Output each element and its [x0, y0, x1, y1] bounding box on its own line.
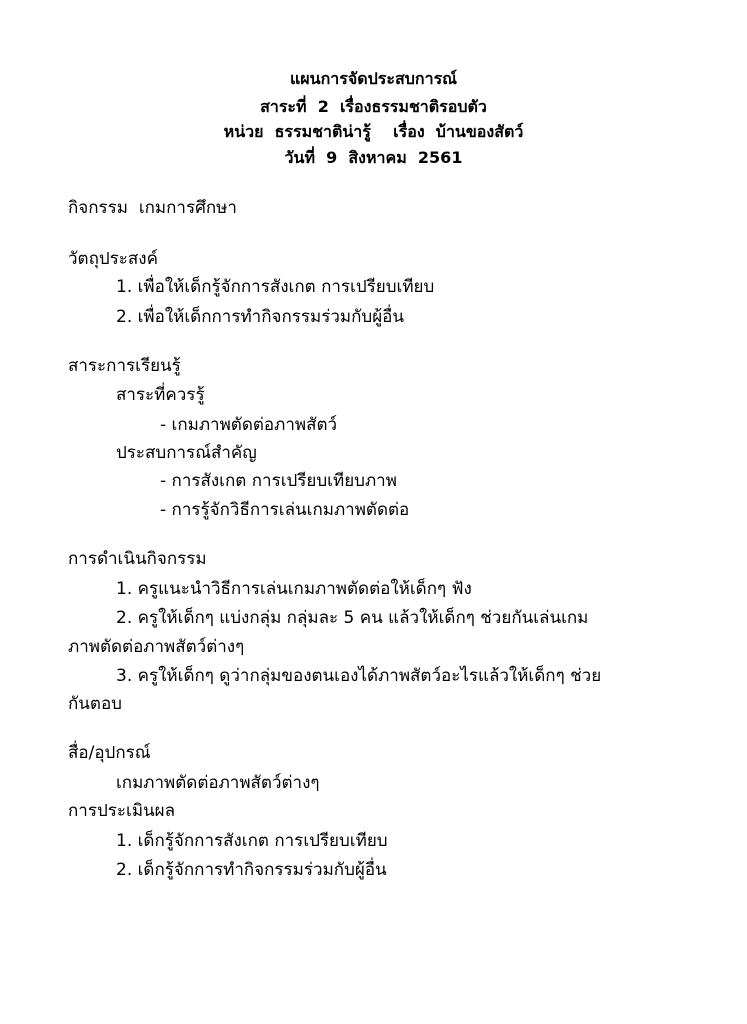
- evaluation-item-1: 1. เด็กรู้จักการสังเกต การเปรียบเทียบ: [116, 831, 388, 851]
- procedure-heading: การดำเนินกิจกรรม: [68, 549, 207, 569]
- materials-item: เกมภาพตัดต่อภาพสัตว์ต่างๆ: [116, 773, 320, 793]
- objective-item-2: 2. เพื่อให้เด็กการทำกิจกรรมร่วมกับผู้อื่น: [116, 307, 404, 327]
- unit-topic: หน่วย ธรรมชาติน่ารู้ เรื่อง บ้านของสัตว์: [223, 122, 524, 141]
- objectives-heading: วัตถุประสงค์: [68, 249, 158, 269]
- learning-content-heading: สาระการเรียนรู้: [68, 356, 181, 376]
- procedure-step-3-continued: กันตอบ: [68, 694, 122, 714]
- subject-strand: สาระที่ 2 เรื่องธรรมชาติรอบตัว: [260, 97, 487, 116]
- should-know-heading: สาระที่ควรรู้: [116, 385, 205, 405]
- evaluation-item-2: 2. เด็กรู้จักการทำกิจกรรมร่วมกับผู้อื่น: [116, 860, 387, 880]
- procedure-step-1: 1. ครูแนะนำวิธีการเล่นเกมภาพตัดต่อให้เด็กๆ ฟัง: [116, 579, 472, 599]
- key-experience-heading: ประสบการณ์สำคัญ: [116, 443, 257, 463]
- materials-heading: สื่อ/อุปกรณ์: [68, 743, 151, 763]
- evaluation-heading: การประเมินผล: [68, 801, 176, 821]
- key-experience-item-1: - การสังเกต การเปรียบเทียบภาพ: [160, 471, 397, 491]
- key-experience-item-2: - การรู้จักวิธีการเล่นเกมภาพตัดต่อ: [160, 500, 410, 520]
- activity-line: กิจกรรม เกมการศึกษา: [68, 198, 237, 218]
- procedure-step-2-continued: ภาพตัดต่อภาพสัตว์ต่างๆ: [68, 637, 245, 657]
- procedure-step-3: 3. ครูให้เด็กๆ ดูว่ากลุ่มของตนเองได้ภาพสัตว์อะไรแล้วให้เด็กๆ ช่วย: [116, 666, 602, 686]
- plan-title: แผนการจัดประสบการณ์: [289, 69, 458, 88]
- plan-date: วันที่ 9 สิงหาคม 2561: [284, 148, 463, 167]
- procedure-step-2: 2. ครูให้เด็กๆ แบ่งกลุ่ม กลุ่มละ 5 คน แล้วให้เด็กๆ ช่วยกันเล่นเกม: [116, 608, 589, 628]
- should-know-item-1: - เกมภาพตัดต่อภาพสัตว์: [160, 415, 338, 435]
- objective-item-1: 1. เพื่อให้เด็กรู้จักการสังเกต การเปรียบเทียบ: [116, 277, 435, 297]
